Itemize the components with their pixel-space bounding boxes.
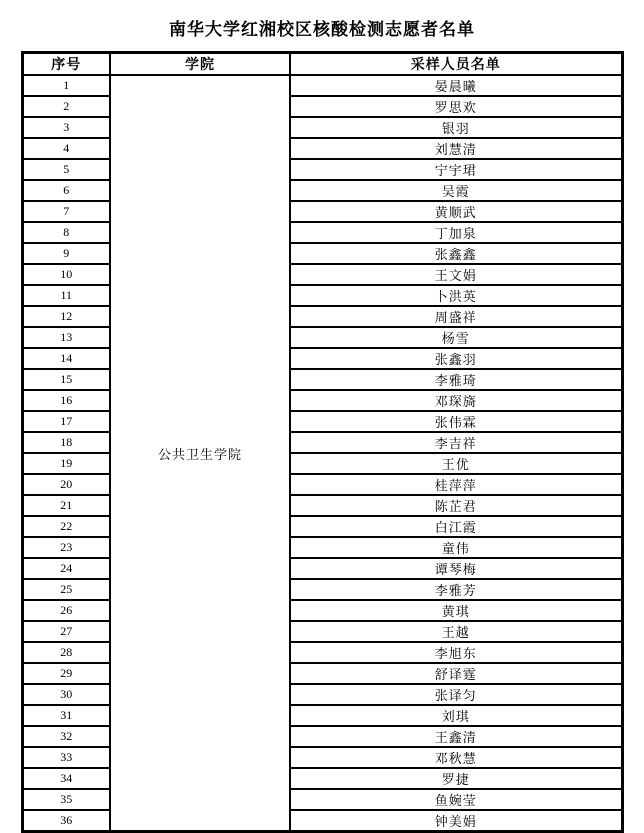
volunteer-name-cell: 张伟霖 (290, 411, 622, 432)
row-index-cell: 31 (22, 705, 110, 726)
row-index-cell: 15 (22, 369, 110, 390)
volunteer-name-cell: 邓琛旖 (290, 390, 622, 411)
row-index-cell: 9 (22, 243, 110, 264)
header-college: 学院 (110, 53, 290, 76)
volunteer-name-cell: 王文娟 (290, 264, 622, 285)
row-index-cell: 13 (22, 327, 110, 348)
row-index-cell: 27 (22, 621, 110, 642)
volunteer-name-cell: 罗捷 (290, 768, 622, 789)
header-names: 采样人员名单 (290, 53, 622, 76)
row-index-cell: 12 (22, 306, 110, 327)
row-index-cell: 25 (22, 579, 110, 600)
volunteer-name-cell: 鱼婉莹 (290, 789, 622, 810)
volunteer-name-cell: 吴霞 (290, 180, 622, 201)
row-index-cell: 4 (22, 138, 110, 159)
row-index-cell: 22 (22, 516, 110, 537)
volunteer-name-cell: 宁宇珺 (290, 159, 622, 180)
row-index-cell: 7 (22, 201, 110, 222)
row-index-cell: 17 (22, 411, 110, 432)
volunteer-name-cell: 李雅芳 (290, 579, 622, 600)
row-index-cell: 5 (22, 159, 110, 180)
volunteer-name-cell: 舒译霆 (290, 663, 622, 684)
volunteer-name-cell: 李吉祥 (290, 432, 622, 453)
row-index-cell: 3 (22, 117, 110, 138)
volunteer-name-cell: 王鑫清 (290, 726, 622, 747)
volunteer-table (21, 51, 624, 833)
volunteer-name-cell: 张译匀 (290, 684, 622, 705)
volunteer-name-cell: 王优 (290, 453, 622, 474)
volunteer-name-cell: 邓秋慧 (290, 747, 622, 768)
volunteer-name-cell: 刘琪 (290, 705, 622, 726)
volunteer-name-cell: 李旭东 (290, 642, 622, 663)
row-index-cell: 8 (22, 222, 110, 243)
volunteer-name-cell: 黄顺武 (290, 201, 622, 222)
header-index: 序号 (22, 53, 110, 76)
volunteer-name-cell: 钟美娟 (290, 810, 622, 832)
volunteer-name-cell: 丁加泉 (290, 222, 622, 243)
row-index-cell: 34 (22, 768, 110, 789)
volunteer-name-cell: 李雅琦 (290, 369, 622, 390)
table-body (22, 75, 622, 832)
volunteer-name-cell: 卜洪英 (290, 285, 622, 306)
volunteer-name-cell: 杨雪 (290, 327, 622, 348)
volunteer-name-cell: 王越 (290, 621, 622, 642)
volunteer-name-cell: 张鑫鑫 (290, 243, 622, 264)
row-index-cell: 21 (22, 495, 110, 516)
row-index-cell: 1 (22, 75, 110, 96)
row-index-cell: 36 (22, 810, 110, 832)
volunteer-name-cell: 童伟 (290, 537, 622, 558)
row-index-cell: 2 (22, 96, 110, 117)
volunteer-name-cell: 陈芷君 (290, 495, 622, 516)
volunteer-name-cell: 罗思欢 (290, 96, 622, 117)
row-index-cell: 35 (22, 789, 110, 810)
row-index-cell: 32 (22, 726, 110, 747)
row-index-cell: 19 (22, 453, 110, 474)
row-index-cell: 30 (22, 684, 110, 705)
volunteer-name-cell: 谭琴梅 (290, 558, 622, 579)
volunteer-name-cell: 黄琪 (290, 600, 622, 621)
volunteer-name-cell: 周盛祥 (290, 306, 622, 327)
row-index-cell: 33 (22, 747, 110, 768)
row-index-cell: 11 (22, 285, 110, 306)
volunteer-name-cell: 白江霞 (290, 516, 622, 537)
row-index-cell: 23 (22, 537, 110, 558)
row-index-cell: 28 (22, 642, 110, 663)
row-index-cell: 10 (22, 264, 110, 285)
row-index-cell: 24 (22, 558, 110, 579)
row-index-cell: 26 (22, 600, 110, 621)
volunteer-name-cell: 晏晨曦 (290, 75, 622, 96)
table-row (22, 75, 622, 96)
row-index-cell: 16 (22, 390, 110, 411)
volunteer-name-cell: 银羽 (290, 117, 622, 138)
row-index-cell: 6 (22, 180, 110, 201)
row-index-cell: 20 (22, 474, 110, 495)
row-index-cell: 29 (22, 663, 110, 684)
volunteer-name-cell: 刘慧清 (290, 138, 622, 159)
college-cell: 公共卫生学院 (110, 75, 290, 832)
volunteer-name-cell: 张鑫羽 (290, 348, 622, 369)
row-index-cell: 18 (22, 432, 110, 453)
row-index-cell: 14 (22, 348, 110, 369)
volunteer-name-cell: 桂萍萍 (290, 474, 622, 495)
table-header-row (22, 53, 622, 76)
page-title: 南华大学红湘校区核酸检测志愿者名单 (169, 20, 475, 39)
